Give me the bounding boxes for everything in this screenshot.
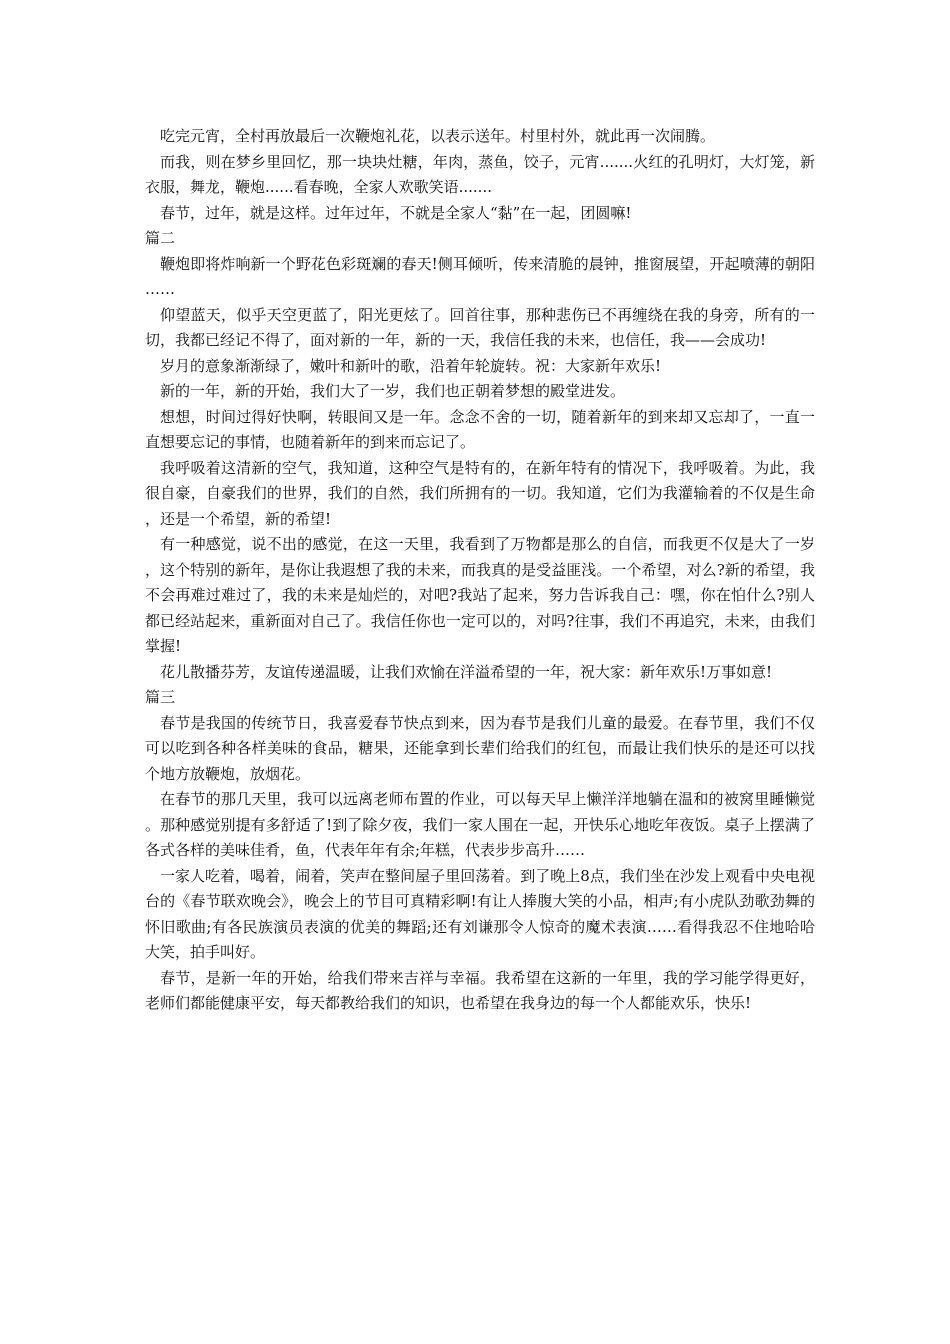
section-heading: 篇三 <box>145 688 176 706</box>
paragraph: 而我，则在梦乡里回忆，那一块块灶糖，年肉，蒸鱼，饺子，元宵.......火红的孔明灯，大灯笼，新衣服，舞龙，鞭炮......看春晚，全家人欢歌笑语....... <box>145 152 815 196</box>
paragraph: 仰望蓝天，似乎天空更蓝了，阳光更炫了。回首往事，那种悲伤已不再缠绕在我的身旁，所有的一切，我都已经记不得了，面对新的一年，新的一天，我信任我的未来，也信任，我——会成功! <box>145 305 815 349</box>
paragraph: 有一种感觉，说不出的感觉，在这一天里，我看到了万物都是那么的自信，而我更不仅是大了一岁，这个特别的新年，是你让我遐想了我的未来，而我真的是受益匪浅。一个希望，对么?新的希望，我不会再难过难过了，我的未来是灿烂的，对吧?我站了起来，努力告诉我自己：嘿，你在怕什么?别人都已经站起来，重新面对自己了。我信任你也一定可以的，对吗?往事，我们不再追究，未来，由我们掌握! <box>145 535 815 655</box>
paragraph: 鞭炮即将炸响新一个野花色彩斑斓的春天!侧耳倾听，传来清脆的晨钟，推窗展望，开起喷薄的朝阳…… <box>145 254 815 298</box>
paragraph: 岁月的意象渐渐绿了，嫩叶和新叶的歌，沿着年轮旋转。祝：大家新年欢乐! <box>160 356 662 375</box>
paragraph: 春节，过年，就是这样。过年过年，不就是全家人“黏”在一起，团圆嘛! <box>160 203 632 222</box>
paragraph: 春节，是新一年的开始，给我们带来吉祥与幸福。我希望在这新的一年里，我的学习能学得更好，老师们都能健康平安，每天都教给我们的知识，也希望在我身边的每一个人都能欢乐，快乐! <box>145 968 815 1012</box>
paragraph: 我呼吸着这清新的空气，我知道，这种空气是特有的，在新年特有的情况下，我呼吸着。为此，我很自豪，自豪我们的世界，我们的自然，我们所拥有的一切。我知道，它们为我灌输着的不仅是生命，还是一个希望，新的希望! <box>145 458 815 528</box>
paragraph: 想想，时间过得好快啊，转眼间又是一年。念念不舍的一切，随着新年的到来却又忘却了，一直一直想要忘记的事情，也随着新年的到来而忘记了。 <box>145 407 815 451</box>
paragraph: 在春节的那几天里，我可以远离老师布置的作业，可以每天早上懒洋洋地躺在温和的被窝里睡懒觉。那种感觉别提有多舒适了!到了除夕夜，我们一家人围在一起，开快乐心地吃年夜饭。桌子上摆满了各式各样的美味佳肴，鱼，代表年年有余;年糕，代表步步高升…… <box>145 790 815 859</box>
paragraph: 花儿散播芬芳，友谊传递温暖，让我们欢愉在洋溢希望的一年，祝大家：新年欢乐!万事如意! <box>160 662 773 681</box>
paragraph: 新的一年，新的开始，我们大了一岁，我们也正朝着梦想的殿堂进发。 <box>160 382 626 400</box>
paragraph: 吃完元宵，全村再放最后一次鞭炮礼花，以表示送年。村里村外，就此再一次闹腾。 <box>160 127 716 145</box>
paragraph: 一家人吃着，喝着，闹着，笑声在整间屋子里回荡着。到了晚上8点，我们坐在沙发上观看中央电视台的《春节联欢晚会》，晚会上的节目可真精彩啊!有让人捧腹大笑的小品，相声;有小虎队劲歌劲舞的怀旧歌曲;有各民族演员表演的优美的舞蹈;还有刘谦那令人惊奇的魔术表演……看得我忍不住地哈哈大笑，拍手叫好。 <box>145 866 815 961</box>
document-page <box>145 124 815 1017</box>
section-heading: 篇二 <box>145 229 176 247</box>
paragraph: 春节是我国的传统节日，我喜爱春节快点到来，因为春节是我们儿童的最爱。在春节里，我们不仅可以吃到各种各样美味的食品，糖果，还能拿到长辈们给我们的红包，而最让我们快乐的是还可以找个地方放鞭炮，放烟花。 <box>145 713 815 783</box>
